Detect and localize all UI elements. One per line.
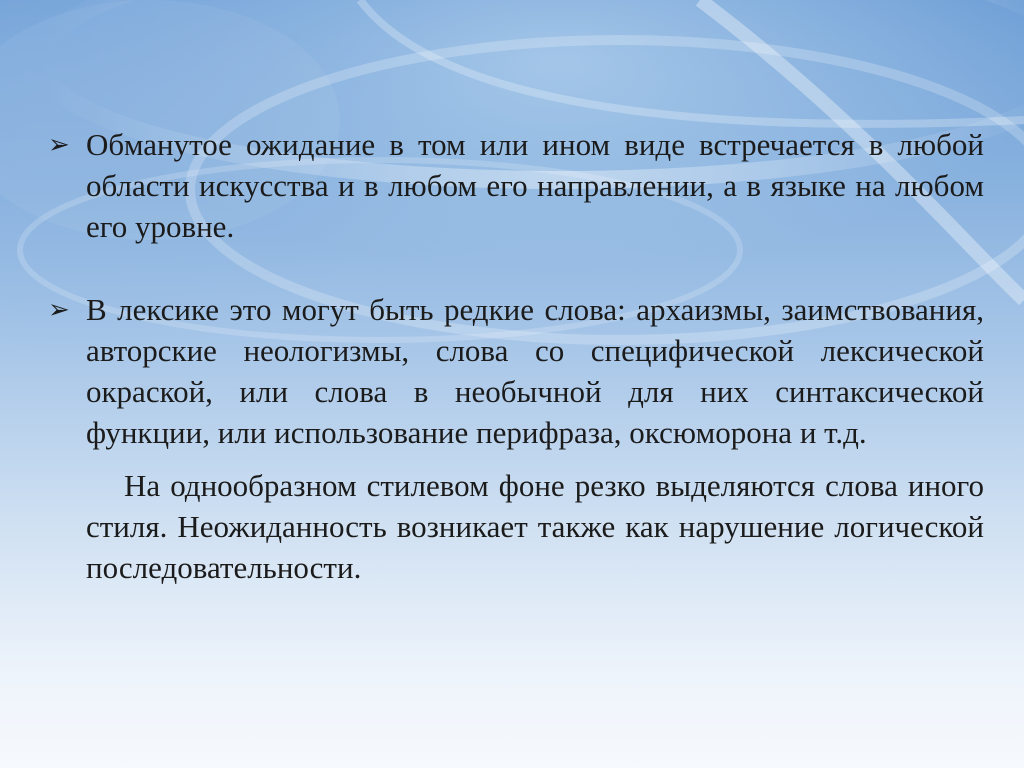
bullet-item-1	[48, 124, 984, 247]
bullet-text-1: Обманутое ожидание в том или ином виде встречается в любой области искусства и в любом его направлении, а в языке на любом его уровне.	[86, 127, 984, 244]
slide-content	[48, 124, 984, 588]
bullet-text-2: В лексике это могут быть редкие слова: архаизмы, заимствования, авторские неологизмы, слова со специфической лексической окраской, или слова в необычной для них синтаксической функции, или использование перифраза, оксюморона и т.д.	[86, 292, 984, 450]
bullet-arrow-icon: ➢	[48, 130, 70, 159]
bullet-item-2	[48, 289, 984, 453]
body-paragraph: На однообразном стилевом фоне резко выделяются слова иного стиля. Неожиданность возникает также как нарушение логической последовательности.	[86, 468, 984, 585]
bullet-arrow-icon: ➢	[48, 295, 70, 324]
